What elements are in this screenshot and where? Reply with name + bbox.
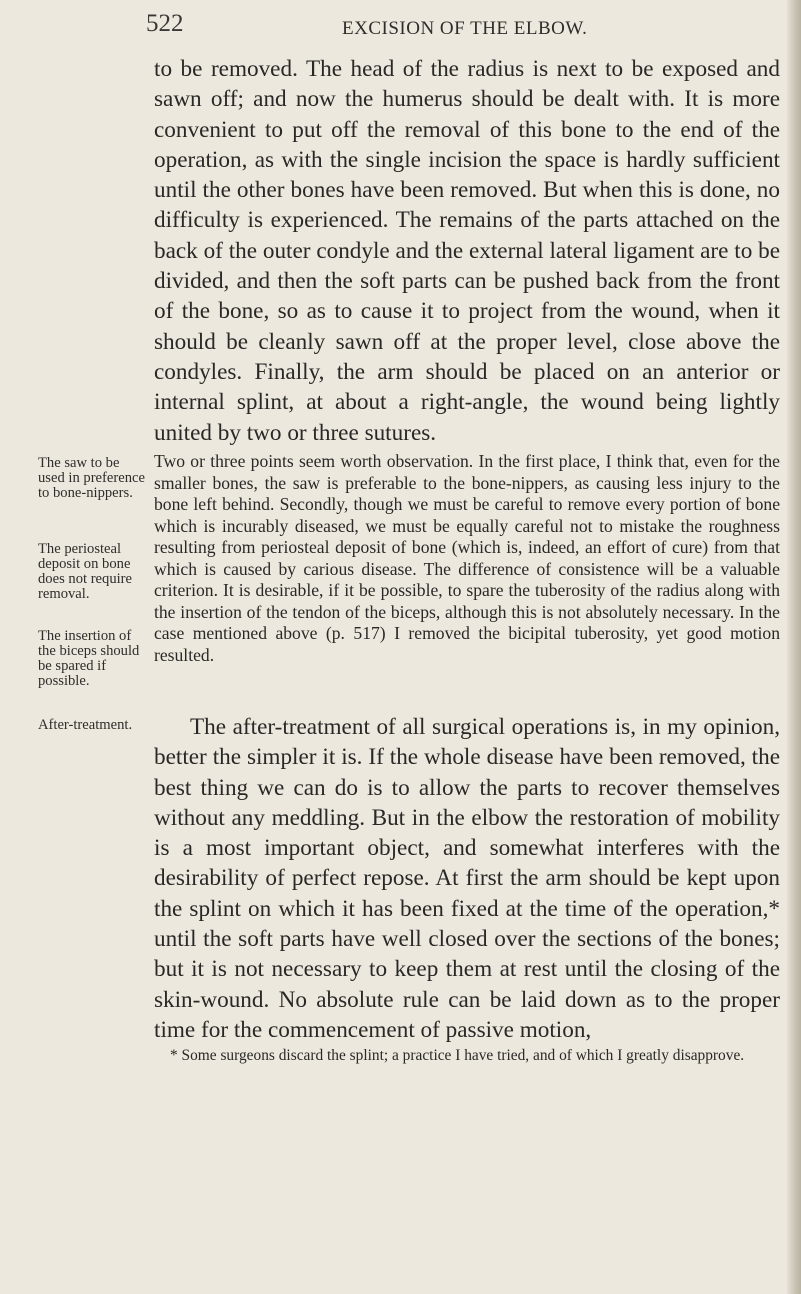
- body-paragraph-2: Two or three points seem worth observation. In the first place, I think that, even for the smaller bones, the saw is preferable to the bone-nippers, as causing less injury to the bone left behind. Secondly, though we must be careful to remove every portion of bone which is incurably diseased, we must be equally careful not to mistake the roughness resulting from periosteal deposit of bone (which is, indeed, an effort of cure) from that which is caused by carious disease. The difference of consistence will be a valuable criterion. It is desirable, if it be possible, to spare the tuberosity of the radius along with the insertion of the tendon of the biceps, although this is not absolutely necessary. In the case mentioned above (p. 517) I removed the bicipital tuberosity, yet good motion resulted.: [154, 451, 780, 665]
- page-edge-shadow: [787, 0, 801, 1294]
- page-header: [0, 10, 801, 44]
- page-number: 522: [146, 10, 184, 37]
- side-note-periosteal: The periosteal deposit on bone does not require removal.: [38, 541, 133, 602]
- body-paragraph-3: The after-treatment of all surgical operations is, in my opinion, better the simpler it is. If the whole disease have been removed, the best thing we can do is to allow the parts to recover themselves without any meddling. But in the elbow the restoration of mobility is a most important object, and somewhat interferes with the desirability of perfect repose. At first the arm should be kept upon the splint on which it has been fixed at the time of the operation,* until the soft parts have well closed over the sections of the bones; but it is not necessary to keep them at rest until the closing of the skin-wound. No absolute rule can be laid down as to the proper time for the commencement of passive motion,: [154, 714, 780, 1043]
- side-note-biceps: The insertion of the biceps should be spared if possible.: [38, 628, 140, 689]
- footnote: * Some surgeons discard the splint; a practice I have tried, and of which I greatly disapprove.: [170, 1047, 745, 1064]
- side-note-after-treatment: After-treatment.: [38, 717, 133, 733]
- running-title: EXCISION OF THE ELBOW.: [342, 18, 588, 39]
- body-paragraph-1: to be removed. The head of the radius is next to be exposed and sawn off; and now the humerus should be dealt with. It is more convenient to put off the removal of this bone to the end of the operation, as with the single incision the space is hardly sufficient until the other bones have been removed. But when this is done, no difficulty is experienced. The remains of the parts attached on the back of the outer condyle and the external lateral ligament are to be divided, and then the soft parts can be pushed back from the front of the bone, so as to cause it to project from the wound, when it should be cleanly sawn off at the proper level, close above the condyles. Finally, the arm should be placed on an anterior or internal splint, at about a right-angle, the wound being lightly united by two or three sutures.: [154, 56, 780, 446]
- side-note-saw: The saw to be used in preference to bone-nippers.: [38, 455, 145, 501]
